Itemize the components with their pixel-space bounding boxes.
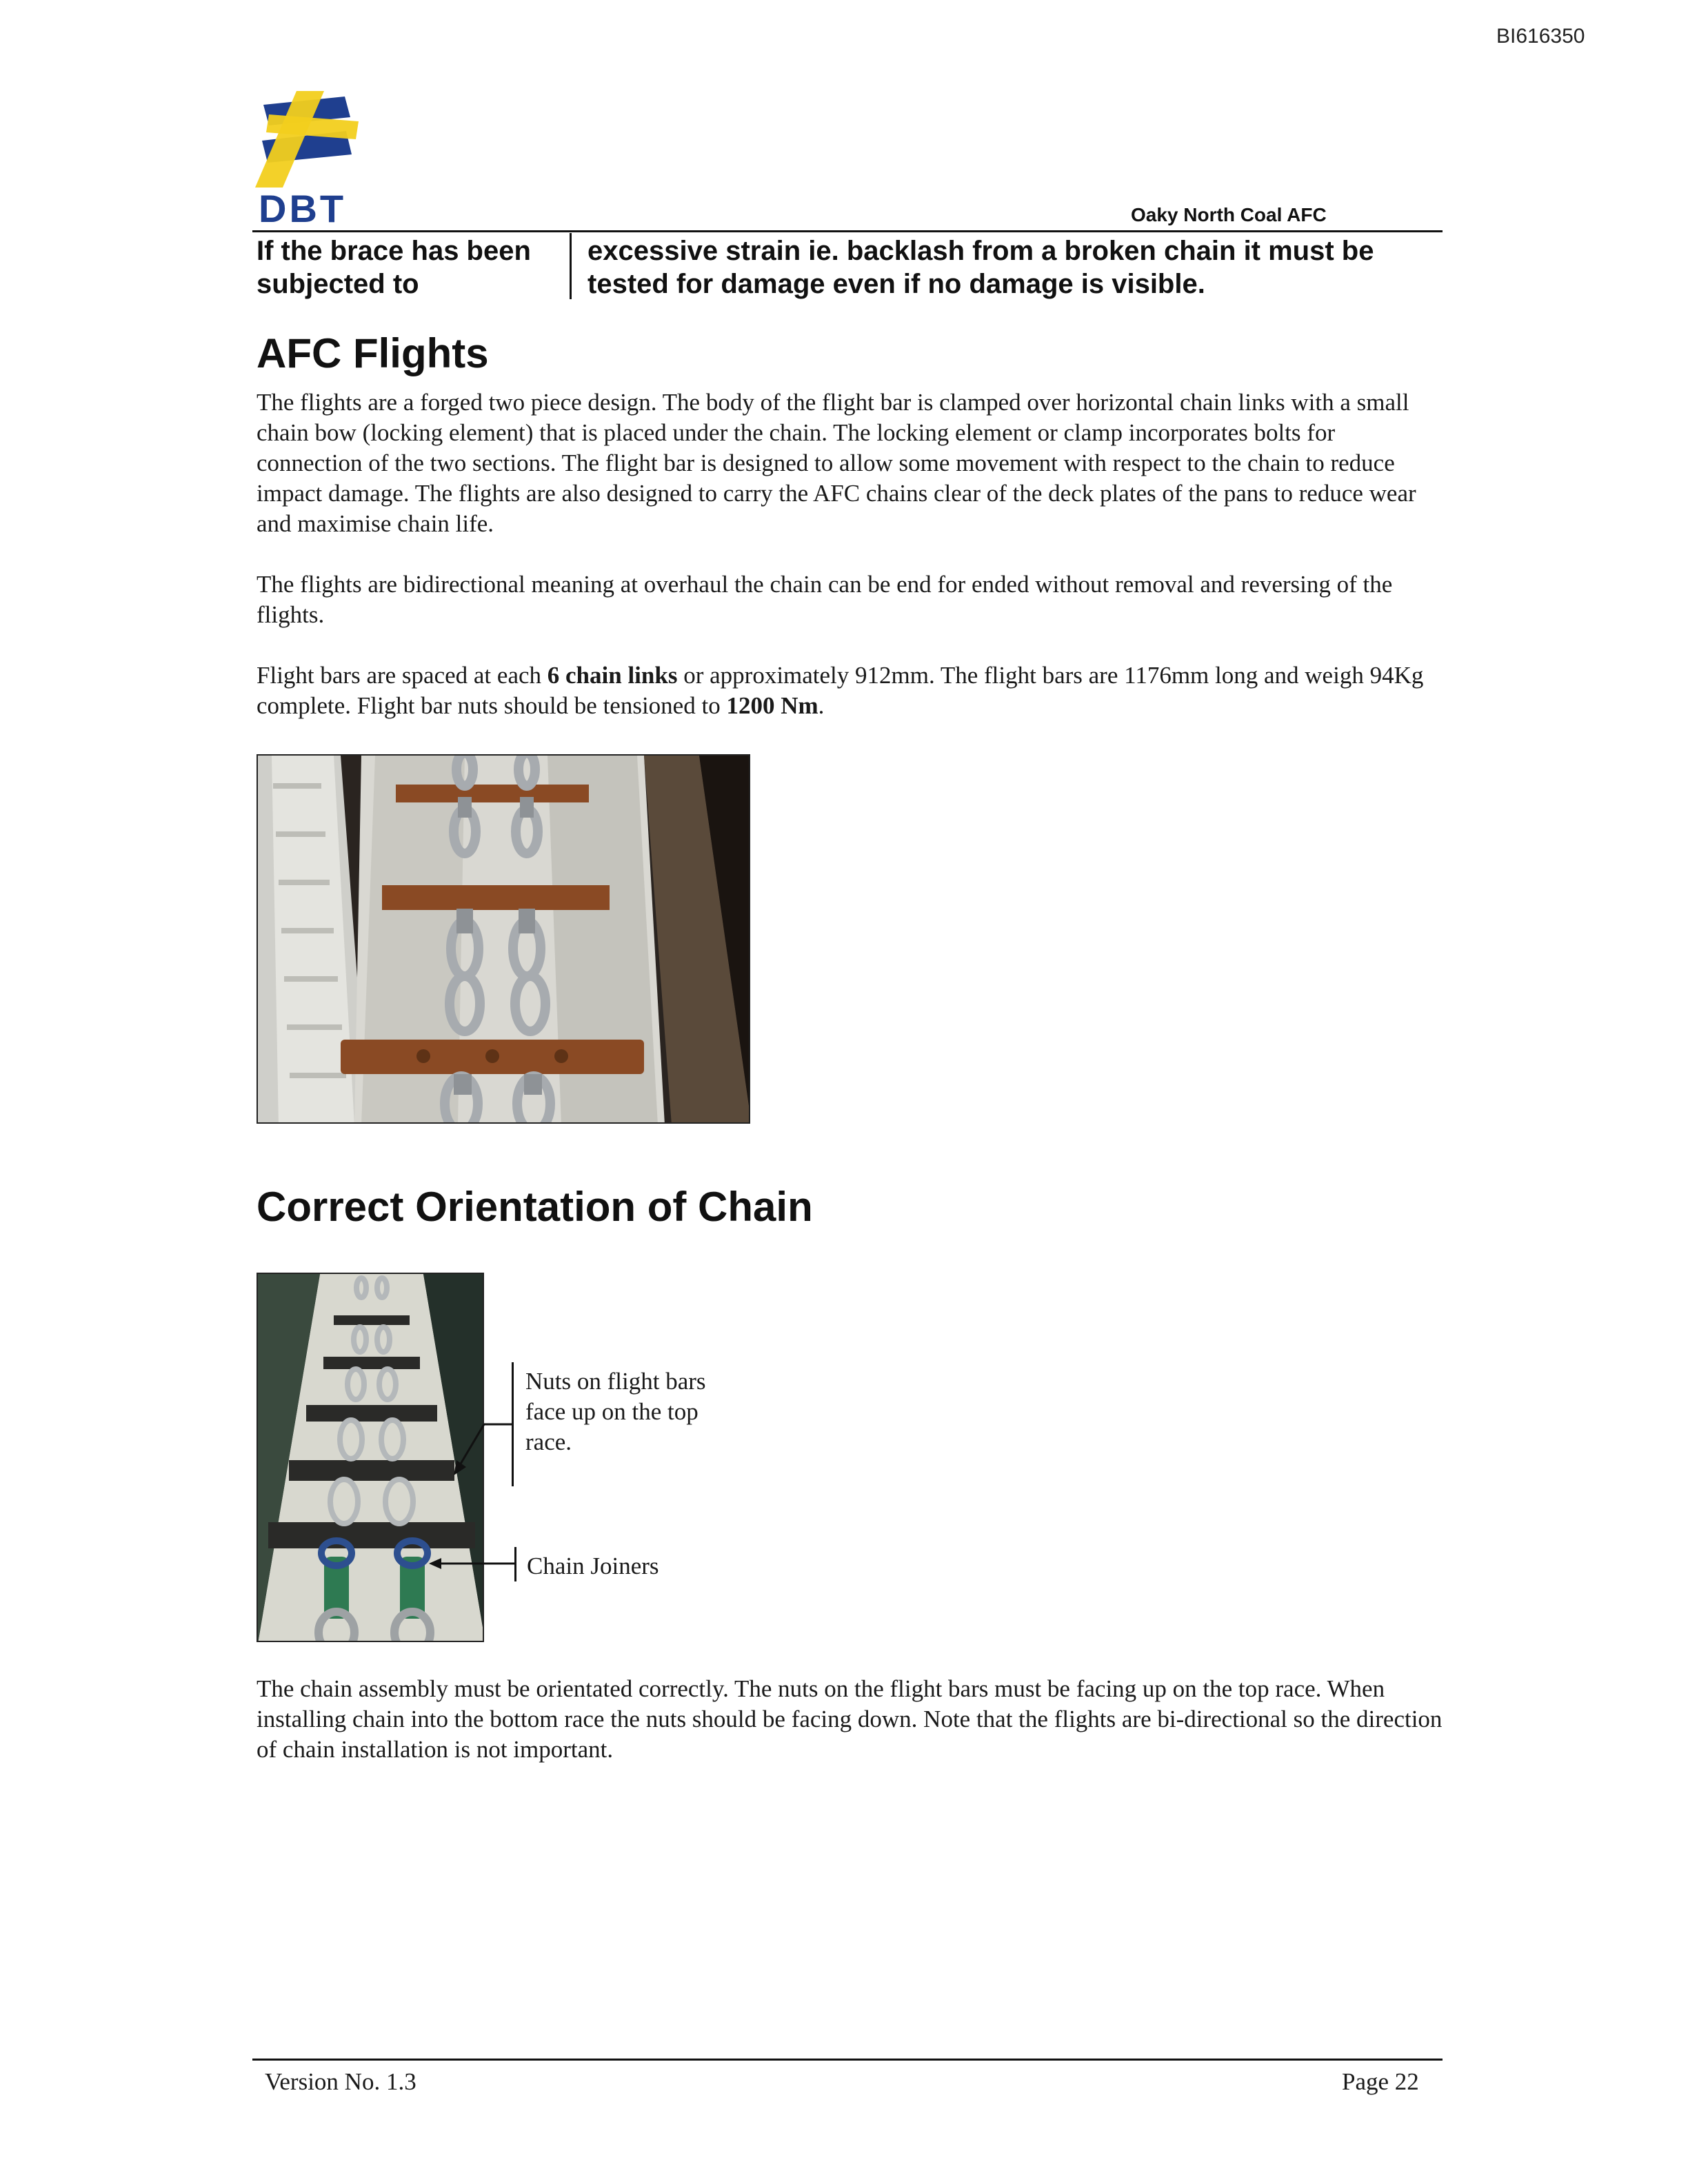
spacing-text-1: Flight bars are spaced at each bbox=[257, 662, 547, 689]
footer-page-number: Page 22 bbox=[1342, 2068, 1419, 2095]
orientation-paragraph: The chain assembly must be orientated correctly. The nuts on the flight bars must be facing up on the top race. When installing chain into the bottom race the nuts should be facing down. Note that the flights are bi-directional so the direction of chain installation is not important. bbox=[257, 1675, 1443, 1763]
spacing-text-2: or approximately 912mm. The flight bars are 1176mm long and weigh 94Kg complete. Flight bar nuts should be tensioned to bbox=[257, 662, 1424, 719]
spacing-text-3: . bbox=[818, 692, 825, 719]
brace-note-right: excessive strain ie. backlash from a broken chain it must be tested for damage even if no damage is visible. bbox=[587, 236, 1374, 299]
callout-joiners-label: Chain Joiners bbox=[527, 1553, 659, 1579]
flight-bars-photo bbox=[257, 754, 750, 1124]
callout-nuts-label: Nuts on flight bars face up on the top race. bbox=[525, 1368, 706, 1455]
section-title-chain-orientation: Correct Orientation of Chain bbox=[257, 1184, 813, 1230]
section-title-afc-flights: AFC Flights bbox=[257, 330, 489, 376]
flight-bars-photo-art bbox=[258, 756, 750, 1124]
chain-orientation-photo-art bbox=[258, 1274, 484, 1642]
footer-version: Version No. 1.3 bbox=[265, 2068, 416, 2095]
document-id: BI616350 bbox=[1496, 25, 1585, 48]
brace-note-divider bbox=[570, 233, 572, 299]
torque-value-bold: 1200 Nm bbox=[726, 692, 818, 719]
brace-note-left: If the brace has been subjected to bbox=[257, 236, 531, 299]
chain-orientation-photo bbox=[257, 1273, 484, 1642]
header-divider bbox=[252, 230, 1443, 232]
callout-bracket-joiners bbox=[514, 1547, 516, 1581]
flights-paragraph-bidirectional: The flights are bidirectional meaning at overhaul the chain can be end for ended without removal and reversing of the flights. bbox=[257, 571, 1393, 628]
footer-divider bbox=[252, 2059, 1443, 2061]
logo-text: DBT bbox=[259, 187, 347, 230]
callout-bracket-nuts bbox=[512, 1362, 514, 1486]
flights-paragraph-design: The flights are a forged two piece design. The body of the flight bar is clamped over horizontal chain links with a small chain bow (locking element) that is placed under the chain. The locking element or clamp incorporates bolts for connection of the two sections. The flight bar is designed to allow some movement with respect to the chain to reduce impact damage. The flights are also designed to carry the AFC chains clear of the deck plates of the pans to reduce wear and maximise chain life. bbox=[257, 389, 1416, 537]
spacing-links-bold: 6 chain links bbox=[547, 662, 678, 689]
flights-paragraph-spacing bbox=[257, 660, 1443, 721]
header-project-name: Oaky North Coal AFC bbox=[1131, 204, 1327, 225]
